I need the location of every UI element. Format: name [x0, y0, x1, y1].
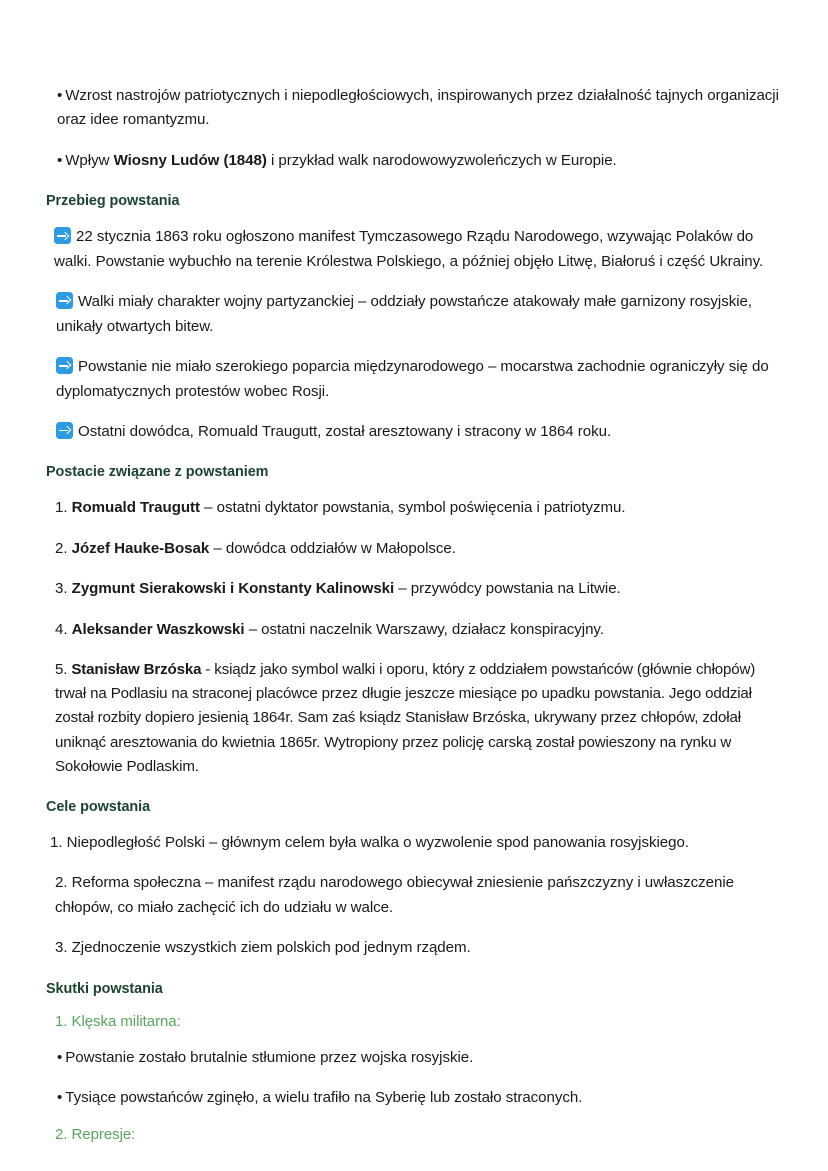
arrow-item — [46, 290, 782, 339]
arrow-right-icon — [56, 292, 73, 309]
person-item — [46, 537, 782, 561]
section-heading-postacie: Postacie związane z powstaniem — [46, 464, 269, 481]
bullet-text-after: i przykład walk narodowowyzwoleńczych w Europie. — [266, 151, 617, 169]
arrow-item-text: Ostatni dowódca, Romuald Traugutt, został aresztowany i stracony w 1864 roku. — [78, 422, 612, 440]
arrow-item — [46, 225, 782, 274]
document-body — [46, 84, 782, 1143]
arrow-item-text: Powstanie nie miało szerokiego poparcia międzynarodowego – mocarstwa zachodnie ograniczyły się do dyplomatycznych protestów wobec Rosji. — [56, 358, 769, 400]
effect-item — [46, 1046, 782, 1070]
arrow-item — [46, 355, 782, 404]
person-number: 4. — [55, 620, 68, 638]
person-name: Aleksander Waszkowski — [71, 620, 245, 638]
bullet-text-before: Wpływ — [65, 151, 114, 169]
person-number: 1. — [55, 499, 68, 517]
section-heading-przebieg: Przebieg powstania — [46, 193, 180, 210]
effect-text: Powstanie zostało brutalnie stłumione przez wojska rosyjskie. — [65, 1048, 474, 1066]
person-description: – dowódca oddziałów w Małopolsce. — [209, 539, 456, 557]
bullet-dot: • — [57, 1048, 63, 1066]
person-name: Zygmunt Sierakowski i Konstanty Kalinowski — [71, 580, 395, 598]
person-item-brzoska — [46, 658, 782, 779]
section-heading-cele: Cele powstania — [46, 798, 151, 815]
goal-item: 3. Zjednoczenie wszystkich ziem polskich pod jednym rządem. — [55, 939, 471, 957]
bullet-dot: • — [57, 1089, 63, 1107]
person-number: 2. — [55, 539, 68, 557]
person-item — [46, 618, 782, 642]
person-item — [46, 577, 782, 601]
bullet-dot: • — [57, 151, 63, 169]
arrow-item — [46, 420, 782, 444]
person-name: Romuald Traugutt — [71, 499, 200, 517]
person-description: – ostatni naczelnik Warszawy, działacz konspiracyjny. — [244, 620, 604, 638]
person-number: 3. — [55, 580, 68, 598]
arrow-item-text: 22 stycznia 1863 roku ogłoszono manifest Tymczasowego Rządu Narodowego, wzywając Polaków do walki. Powstanie wybuchło na terenie Królestwa Polskiego, a później objęło Litwę, Białoruś i część Ukrainy. — [54, 228, 764, 270]
bullet-item — [46, 149, 782, 173]
person-number: 5. — [55, 661, 68, 679]
person-description: - ksiądz jako symbol walki i oporu, który z oddziałem powstańców (głównie chłopów) trwał na Podlasiu na straconej placówce przez długie jeszcze miesiące po upadku powstania. Jego oddział został rozbity dopiero jesienią 1864r. Sam zaś ksiądz Stanisław Brzóska, ukrywany przez chłopów, zdołał uniknąć aresztowania do kwietnia 1865r. Wytropiony przez policję carską został powieszony na rynku w Sokołowie Podlaskim. — [55, 661, 756, 775]
bullet-item — [46, 84, 782, 133]
bullet-text-bold: Wiosny Ludów (1848) — [113, 151, 267, 169]
skutki-subheading-one: 1. Klęska militarna: — [55, 1012, 181, 1030]
person-description: – ostatni dyktator powstania, symbol poświęcenia i patriotyzmu. — [200, 499, 626, 517]
arrow-right-icon — [54, 227, 71, 244]
skutki-subheading-two: 2. Represje: — [55, 1126, 136, 1144]
section-heading-skutki: Skutki powstania — [46, 980, 163, 997]
goal-item: 2. Reforma społeczna – manifest rządu narodowego obiecywał zniesienie pańszczyzny i uwłaszczenie chłopów, co miało zachęcić ich do udziału w walce. — [55, 874, 734, 916]
effect-item — [46, 1086, 782, 1110]
arrow-item-text: Walki miały charakter wojny partyzanckiej – oddziały powstańcze atakowały małe garnizony rosyjskie, unikały otwartych bitew. — [56, 293, 752, 335]
bullet-text: Wzrost nastrojów patriotycznych i niepodległościowych, inspirowanych przez działalność tajnych organizacji oraz idee romantyzmu. — [57, 87, 779, 129]
bullet-dot: • — [57, 87, 63, 104]
arrow-right-icon — [56, 357, 73, 374]
goal-item: 1. Niepodległość Polski – głównym celem była walka o wyzwolenie spod panowania rosyjskiego. — [50, 833, 689, 851]
person-name: Józef Hauke-Bosak — [71, 539, 210, 557]
person-description: – przywódcy powstania na Litwie. — [394, 580, 621, 598]
person-name: Stanisław Brzóska — [71, 661, 202, 679]
effect-text: Tysiące powstańców zginęło, a wielu trafiło na Syberię lub zostało straconych. — [65, 1089, 583, 1107]
person-item — [46, 496, 782, 520]
arrow-right-icon — [56, 422, 73, 439]
